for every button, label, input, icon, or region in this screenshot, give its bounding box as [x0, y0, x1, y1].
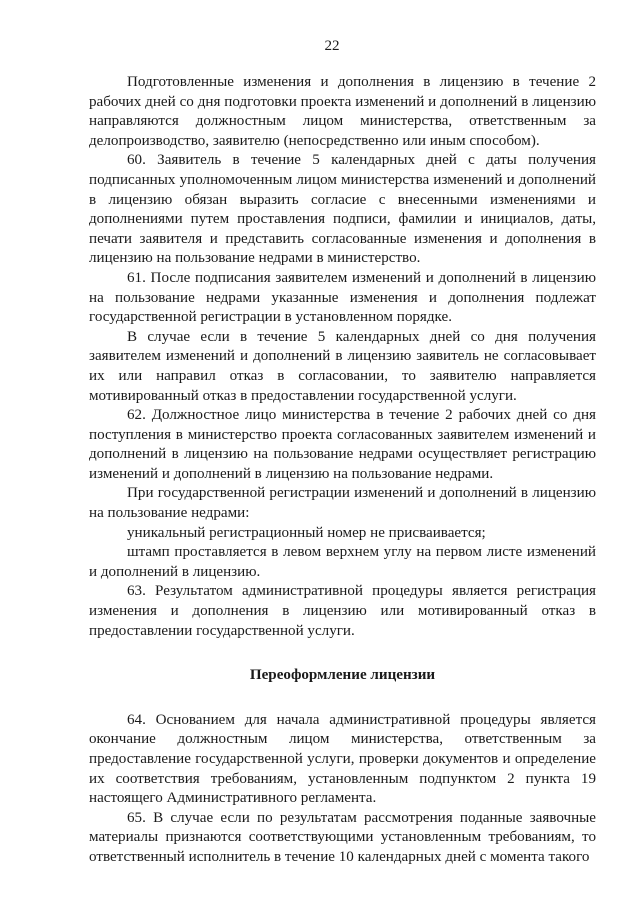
list-item: штамп проставляется в левом верхнем углу на первом листе изменений и дополнений в лицензию. — [89, 544, 596, 580]
paragraph-60: 60. Заявитель в течение 5 календарных дней с даты получения подписанных уполномоченным лицом министерства изменений и дополнений в лицензию обязан выразить согласие с внесенными изменениями и дополнениями путем проставления подписи, фамилии и инициалов, даты, печати заявителя и представить согласованные изменения и дополнения в лицензию на пользование недрами в министерство. — [89, 152, 596, 267]
paragraph-62: 62. Должностное лицо министерства в течение 2 рабочих дней со дня поступления в министерство проекта согласованных заявителем изменений и дополнений в лицензию на пользование недрами осуществляет регистрацию изменений и дополнений в лицензию на пользование недрами. — [89, 407, 596, 482]
paragraph-63: 63. Результатом административной процедуры является регистрация изменения и дополнения в лицензию или мотивированный отказ в предоставлении государственной услуги. — [89, 583, 596, 639]
paragraph: Подготовленные изменения и дополнения в лицензию в течение 2 рабочих дней со дня подготовки проекта изменений и дополнений в лицензию направляются должностным лицом министерства, ответственным за делопроизводство, заявителю (непосредственно или иным способом). — [89, 74, 596, 149]
list-item: уникальный регистрационный номер не присваивается; — [127, 524, 486, 541]
paragraph: При государственной регистрации изменений и дополнений в лицензию на пользование недрами: — [89, 485, 596, 522]
section-title: Переоформление лицензии — [249, 667, 436, 684]
paragraph: В случае если в течение 5 календарных дней со дня получения заявителем изменений и дополнений в лицензию заявитель не согласовывает их или направил отказ в согласовании, то заявителю направляется мотивированный отказ в предоставлении государственной услуги. — [89, 328, 596, 404]
page-number: 22 — [324, 38, 340, 54]
document-body — [89, 73, 596, 868]
paragraph-61: 61. После подписания заявителем изменений и дополнений в лицензию на пользование недрами указанные изменения и дополнения подлежат государственной регистрации в установленном порядке. — [89, 269, 596, 326]
paragraph-64: 64. Основанием для начала административной процедуры является окончание должностным лицом министерства, ответственным за предоставление государственной услуги, проверки документов и определение их соответствия требованиям, установленным подпунктом 2 пункта 19 настоящего Административного регламента. — [89, 711, 596, 807]
paragraph-65: 65. В случае если по результатам рассмотрения поданные заявочные материалы признаются соответствующими установленным требованиям, то ответственный исполнитель в течение 10 календарных дней с момента такого — [89, 809, 596, 865]
